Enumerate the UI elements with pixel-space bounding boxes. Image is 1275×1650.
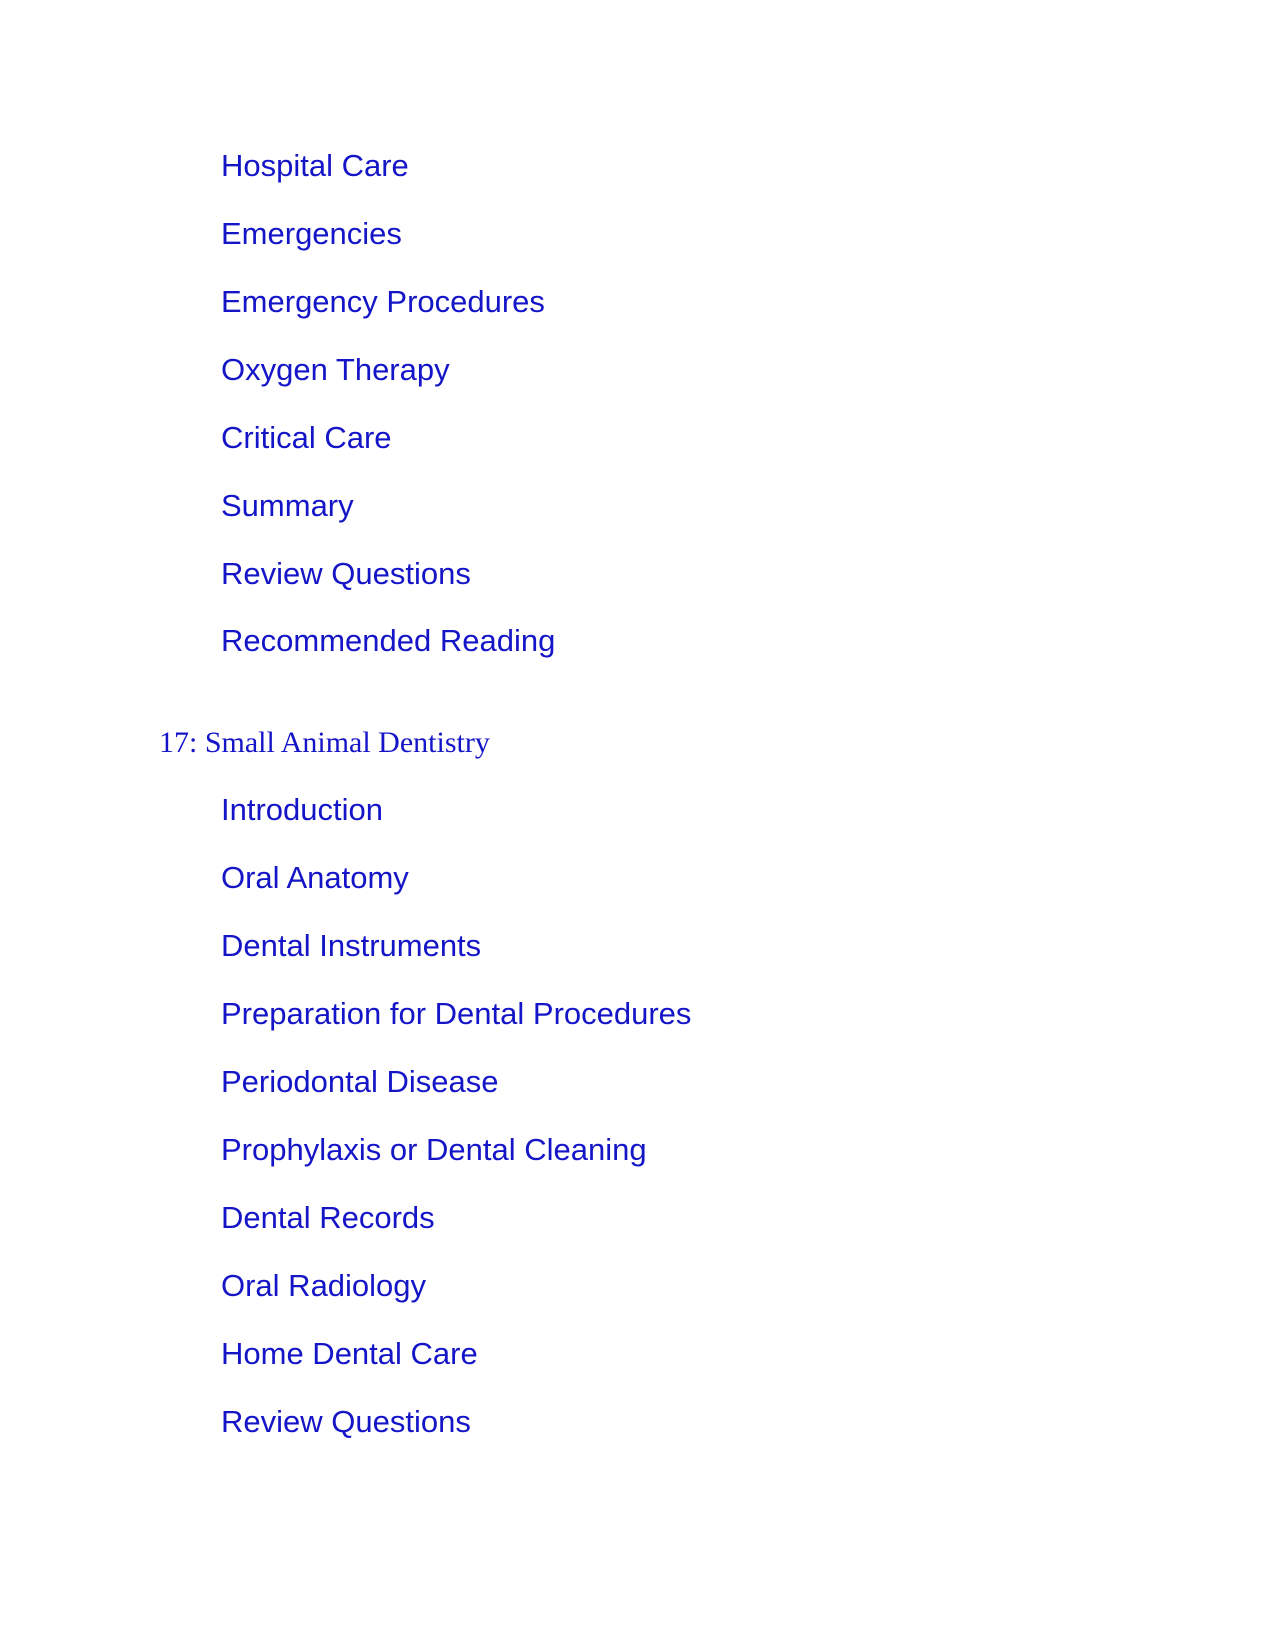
- toc-link-dental-records[interactable]: Dental Records: [221, 1200, 435, 1235]
- toc-link-review-questions-ch17[interactable]: Review Questions: [221, 1404, 471, 1439]
- toc-link-summary[interactable]: Summary: [221, 488, 354, 523]
- toc-link-emergency-procedures[interactable]: Emergency Procedures: [221, 284, 545, 319]
- toc-link-critical-care[interactable]: Critical Care: [221, 420, 392, 455]
- toc-link-preparation-for-dental-procedures[interactable]: Preparation for Dental Procedures: [221, 996, 692, 1031]
- toc-link-oxygen-therapy[interactable]: Oxygen Therapy: [221, 352, 450, 387]
- chapter-number: 17:: [159, 726, 198, 759]
- toc-link-periodontal-disease[interactable]: Periodontal Disease: [221, 1064, 499, 1099]
- chapter-heading: [159, 725, 490, 761]
- chapter-title-link[interactable]: Small Animal Dentistry: [204, 726, 490, 759]
- toc-link-oral-radiology[interactable]: Oral Radiology: [221, 1268, 427, 1303]
- toc-link-hospital-care[interactable]: Hospital Care: [221, 148, 409, 183]
- toc-link-recommended-reading[interactable]: Recommended Reading: [221, 623, 556, 658]
- toc-link-home-dental-care[interactable]: Home Dental Care: [221, 1336, 478, 1371]
- toc-link-oral-anatomy[interactable]: Oral Anatomy: [221, 860, 409, 895]
- toc-link-prophylaxis-or-dental-cleaning[interactable]: Prophylaxis or Dental Cleaning: [221, 1132, 647, 1167]
- toc-link-emergencies[interactable]: Emergencies: [221, 216, 402, 251]
- toc-link-introduction[interactable]: Introduction: [221, 792, 383, 827]
- toc-link-dental-instruments[interactable]: Dental Instruments: [221, 928, 482, 963]
- toc-link-review-questions[interactable]: Review Questions: [221, 556, 471, 591]
